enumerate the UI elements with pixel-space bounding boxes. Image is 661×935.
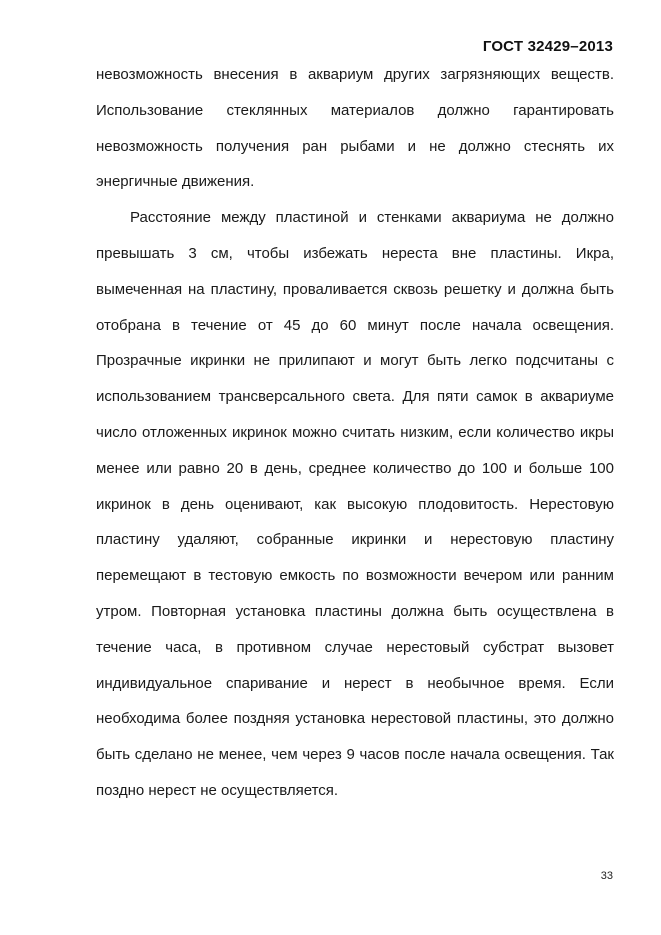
document-header-id: ГОСТ 32429–2013	[482, 38, 613, 55]
paragraph-spawning-procedure: Расстояние между пластиной и стенками аквариума не должно превышать 3 см, чтобы избежать нереста вне пластины. Икра, вымеченная на пластину, проваливается сквозь решетку и должна быть отобрана в течение от 45 до 60 минут после начала освещения. Прозрачные икринки не прилипают и могут быть легко подсчитаны с использованием трансверсального света. Для пяти самок в аквариуме число отложенных икринок можно считать низким, если количество икры менее или равно 20 в день, среднее количество до 100 и больше 100 икринок в день оценивают, как высокую плодовитость. Нерестовую пластину удаляют, собранные икринки и нерестовую пластину перемещают в тестовую емкость по возможности вечером или ранним утром. Повторная установка пластины должна быть осуществлена в течение часа, в противном случае нерестовый субстрат вызовет индивидуальное спаривание и нерест в необычное время. Если необходима более поздняя установка нерестовой пластины, это должно быть сделано не менее, чем через 9 часов после начала освещения. Так поздно нерест не осуществляется.	[96, 209, 614, 799]
page-number: 33	[600, 870, 613, 882]
paragraph-continuation: невозможность внесения в аквариум других загрязняющих веществ. Использование стеклянных материалов должно гарантировать невозможность получения ран рыбами и не должно стеснять их энергичные движения.	[96, 66, 614, 191]
document-body	[96, 57, 614, 809]
